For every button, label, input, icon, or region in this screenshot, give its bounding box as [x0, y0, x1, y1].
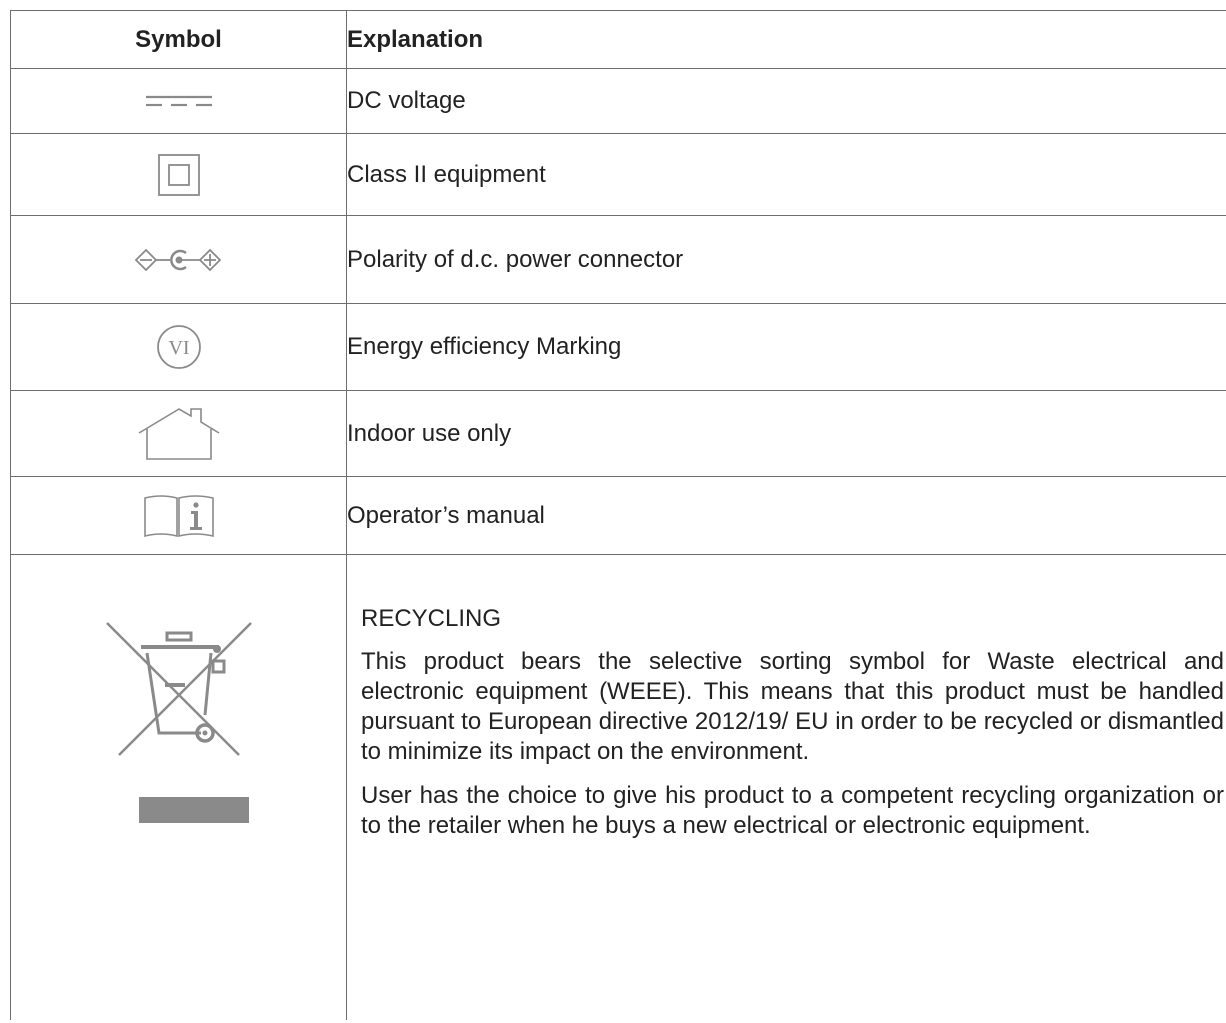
table-row: [11, 477, 1226, 555]
explanation-cell: DC voltage: [347, 69, 1226, 134]
symbol-cell: [11, 216, 347, 304]
operator-manual-icon: [143, 494, 215, 538]
explanation-cell: Operator’s manual: [347, 477, 1226, 555]
symbol-cell: [11, 304, 347, 391]
recycling-title: RECYCLING: [361, 605, 502, 632]
recycling-paragraph-1: This product bears the selective sorting symbol for Waste electrical and electronic equipment (WEEE). This means that this product must be handled pursuant to European directive 2012/19/ EU in order to be recycled or dismantled to minimize its impact on the environment.: [361, 648, 1224, 765]
symbols-table: [10, 10, 1226, 1020]
recycling-paragraph-2: User has the choice to give his product to a competent recycling organization or to the retailer when he buys a new electrical or electronic equipment.: [361, 782, 1224, 839]
recycling-explanation-cell: [347, 555, 1226, 1020]
table-row: [11, 304, 1226, 391]
table-row: [11, 216, 1226, 304]
dc-voltage-icon: [144, 91, 214, 111]
symbol-cell: [11, 69, 347, 134]
explanation-cell: Indoor use only: [347, 391, 1226, 477]
vi-symbol-text: VI: [167, 337, 190, 359]
explanation-cell: Energy efficiency Marking: [347, 304, 1226, 391]
symbol-cell: [11, 134, 347, 216]
symbol-cell: [11, 391, 347, 477]
indoor-house-icon: [137, 407, 221, 461]
symbol-cell: [11, 555, 347, 1020]
explanation-cell: Polarity of d.c. power connector: [347, 216, 1226, 304]
energy-efficiency-vi-icon: [156, 324, 202, 370]
header-explanation: Explanation: [347, 11, 1226, 69]
table-row: [11, 391, 1226, 477]
class-ii-equipment-icon: [157, 153, 201, 197]
explanation-cell: Class II equipment: [347, 134, 1226, 216]
symbol-cell: [11, 477, 347, 555]
header-row: [11, 11, 1226, 69]
dc-polarity-icon: [134, 248, 224, 272]
table-row-recycling: [11, 555, 1226, 1020]
weee-crossed-bin-icon: [89, 615, 269, 845]
table-row: [11, 134, 1226, 216]
table-row: [11, 69, 1226, 134]
header-symbol: Symbol: [11, 11, 347, 69]
